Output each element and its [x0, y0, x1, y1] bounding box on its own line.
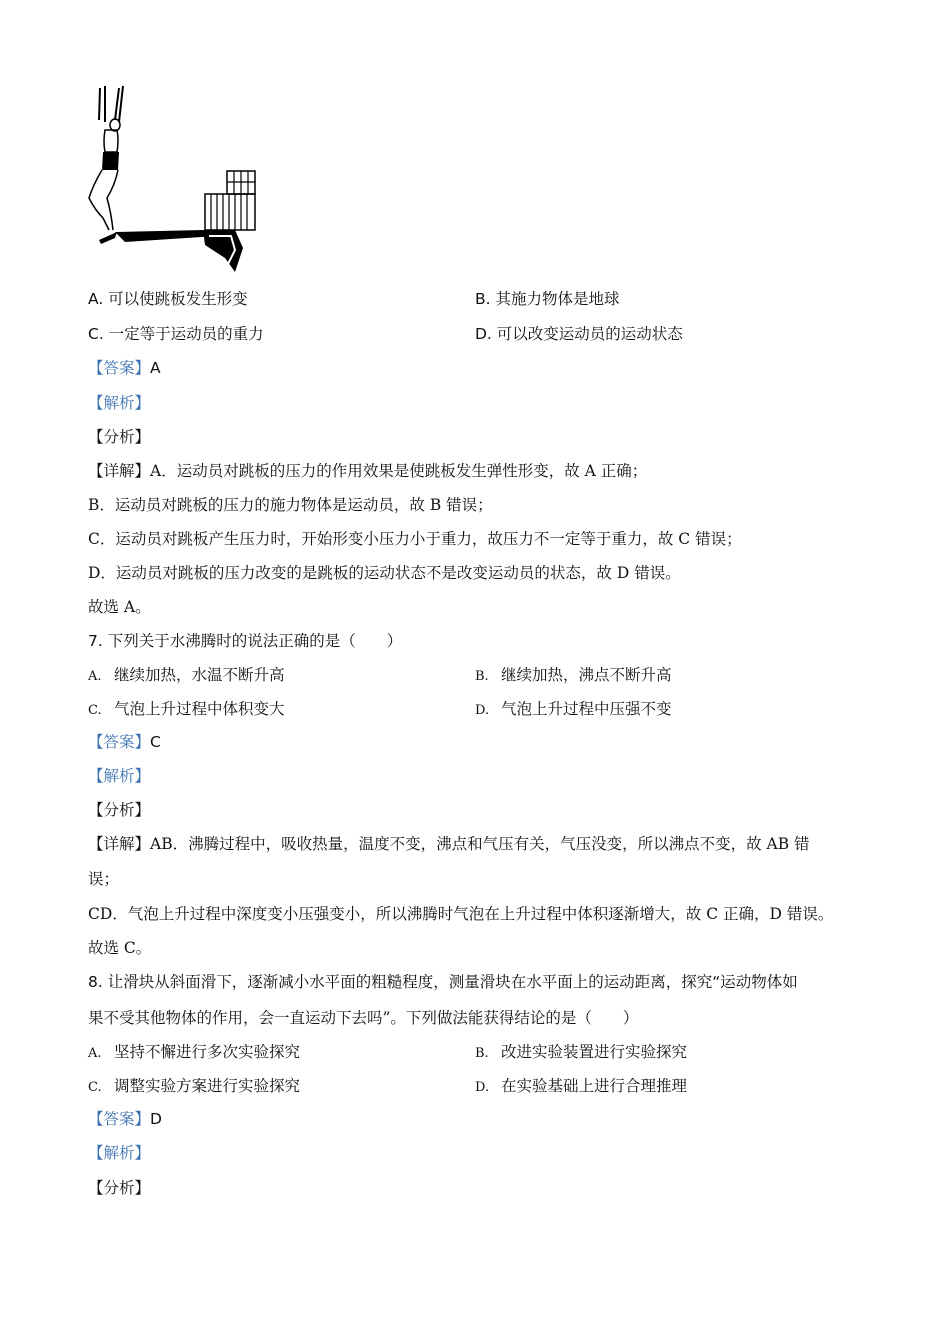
q6-detail-2: B．运动员对跳板的压力的施力物体是运动员，故 B 错误； — [88, 496, 493, 514]
q6-analysis-tag: 【解析】 — [88, 394, 151, 412]
q8-answer-line — [88, 1109, 162, 1129]
q6-answer-line — [88, 358, 161, 378]
q8-option-a: A. 坚持不懈进行多次实验探究 — [88, 1043, 301, 1061]
q7-detail-3: CD．气泡上升过程中深度变小压强变小，所以沸腾时气泡在上升过程中体积逐渐增大，故 C 正确，D 错误。 — [88, 905, 834, 923]
q6-option-c: C. 一定等于运动员的重力 — [88, 325, 264, 343]
q7-option-a: A. 继续加热，水温不断升高 — [88, 666, 285, 684]
q7-option-d: D. 气泡上升过程中压强不变 — [475, 700, 672, 718]
answer-tag: 【答案】 — [88, 359, 151, 377]
q7-conclusion: 故选 C。 — [88, 939, 152, 957]
q8-fenxi-tag: 【分析】 — [88, 1179, 151, 1197]
q7-detail-2: 误； — [88, 870, 120, 888]
q7-stem: 7. 下列关于水沸腾时的说法正确的是（ ） — [88, 632, 403, 650]
q7-fenxi-tag: 【分析】 — [88, 801, 151, 819]
q8-stem-2: 果不受其他物体的作用，会一直运动下去吗”。下列做法能获得结论的是（ ） — [88, 1009, 639, 1027]
answer-value: C — [150, 733, 161, 751]
q6-detail-1: 【详解】A．运动员对跳板的压力的作用效果是使跳板发生弹性形变，故 A 正确； — [88, 462, 648, 480]
q6-detail-3: C．运动员对跳板产生压力时，开始形变小压力小于重力，故压力不一定等于重力，故 C 错误； — [88, 530, 742, 548]
q7-option-c: C. 气泡上升过程中体积变大 — [88, 700, 285, 718]
q7-detail-1: 【详解】AB．沸腾过程中，吸收热量，温度不变，沸点和气压有关，气压没变，所以沸点不变，故 AB 错 — [88, 835, 810, 853]
answer-tag: 【答案】 — [88, 733, 151, 751]
q6-conclusion: 故选 A。 — [88, 598, 151, 616]
q8-option-b: B. 改进实验装置进行实验探究 — [475, 1043, 688, 1061]
q6-option-a: A. 可以使跳板发生形变 — [88, 290, 248, 308]
q7-option-b: B. 继续加热，沸点不断升高 — [475, 666, 672, 684]
q6-detail-4: D．运动员对跳板的压力改变的是跳板的运动状态不是改变运动员的状态，故 D 错误。 — [88, 564, 681, 582]
diving-board-figure — [85, 80, 265, 280]
q6-fenxi-tag: 【分析】 — [88, 428, 151, 446]
q8-option-c: C. 调整实验方案进行实验探究 — [88, 1077, 301, 1095]
q6-option-b: B. 其施力物体是地球 — [475, 290, 620, 308]
q8-option-d: D. 在实验基础上进行合理推理 — [475, 1077, 688, 1095]
q8-stem-1: 8. 让滑块从斜面滑下，逐渐减小水平面的粗糙程度，测量滑块在水平面上的运动距离，探究“运动物体如 — [88, 973, 798, 991]
q8-analysis-tag: 【解析】 — [88, 1144, 151, 1162]
q6-option-d: D. 可以改变运动员的运动状态 — [475, 325, 683, 343]
answer-tag: 【答案】 — [88, 1110, 151, 1128]
q7-answer-line — [88, 732, 161, 752]
answer-value: A — [150, 359, 161, 377]
q7-analysis-tag: 【解析】 — [88, 767, 151, 785]
answer-value: D — [150, 1110, 162, 1128]
